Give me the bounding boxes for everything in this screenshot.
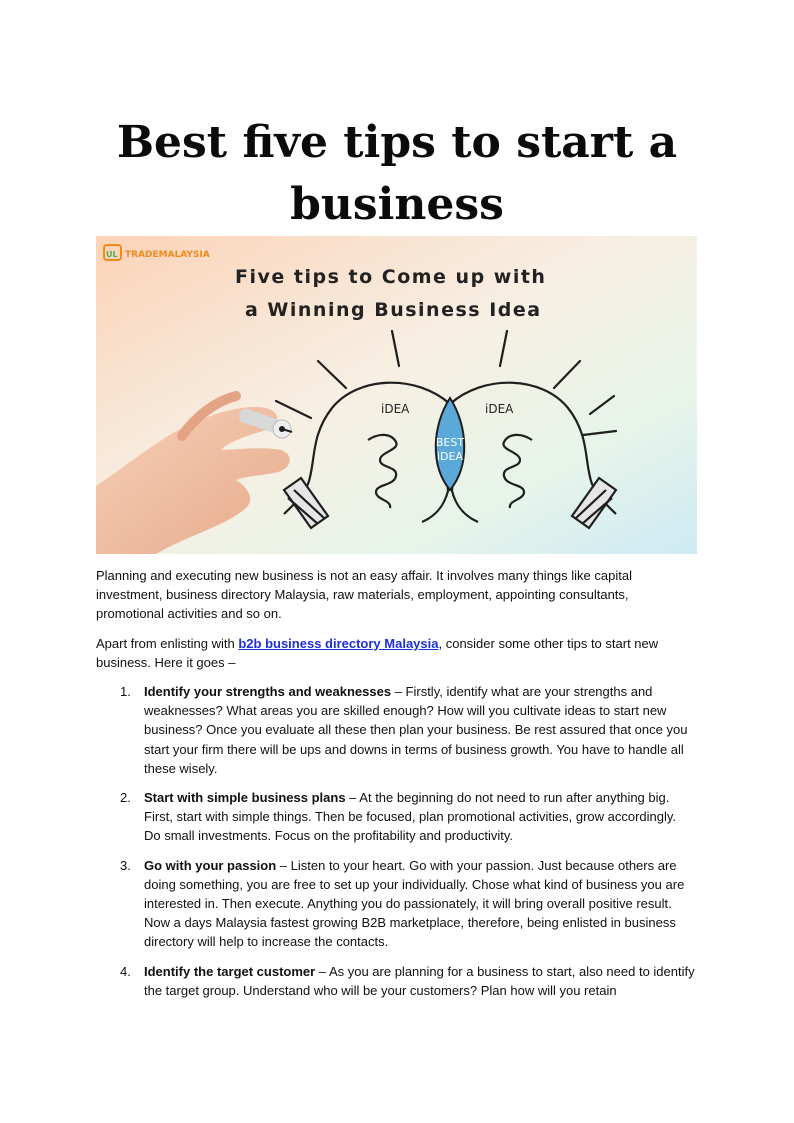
tip-heading: Identify the target customer [144, 963, 316, 979]
logo-badge: UL [106, 250, 118, 259]
left-bulb-label: iDEA [381, 402, 410, 416]
right-bulb-label: iDEA [485, 402, 514, 416]
logo-text: TRADEMALAYSIA [125, 250, 210, 260]
tip-text: – As you are planning for a business to start, also need to identify the target group. Understand who will be your customers? Plan how will you retain [144, 963, 695, 998]
center-label-2: iDEA [436, 450, 464, 463]
tip-heading: Identify your strengths and weaknesses [144, 684, 392, 700]
tip-text: – Listen to your heart. Go with your passion. Just because others are doing something, you are free to set up your individually. Chose what kind of business you are interested in. Then execute. Anything you do passionately, it will bring overall positive result. Now a days Malaysia fastest growing B2B marketplace, therefore, being enlisted in business directory will help to increase the contacts. [144, 857, 685, 950]
list-item [96, 962, 696, 1000]
list-number: 3. [120, 857, 131, 873]
list-number: 2. [120, 790, 131, 806]
b2b-directory-link[interactable]: b2b business directory Malaysia [238, 635, 439, 651]
intro-paragraph-1: Planning and executing new business is not an easy affair. It involves many things like capital investment, business directory Malaysia, raw materials, employment, appointing consultants, promotional activities and so on. [96, 568, 632, 622]
hero-headline-line1: Five tips to Come up with [235, 266, 547, 288]
article-body [96, 566, 696, 1010]
list-item [96, 788, 696, 846]
list-item [96, 856, 696, 952]
list-item [96, 682, 696, 778]
center-label-1: BEST [435, 436, 465, 449]
intro-paragraph-2: Apart from enlisting with b2b business directory Malaysia, consider some other tips to start new business. Here it goes – [96, 635, 659, 670]
hero-headline-line2: a Winning Business Idea [245, 299, 542, 321]
tip-heading: Start with simple business plans [144, 790, 346, 806]
hero-image [96, 236, 697, 554]
tip-text: – At the beginning do not need to run after anything big. First, start with simple things. Then be focused, plan promotional activities, grow accordingly. Do small investments. Focus on the profitability and productivity. [144, 790, 677, 844]
list-number: 1. [120, 684, 131, 700]
page-title: Best five tips to start a business [116, 117, 678, 230]
tips-list [96, 682, 696, 1000]
tip-heading: Go with your passion [144, 857, 277, 873]
list-number: 4. [120, 963, 131, 979]
tip-text: – Firstly, identify what are your strengths and weaknesses? What areas you are skilled enough? How will you cultivate ideas to start new business? Once you evaluate all these then plan your business. Be rest assured that once you start your firm there will be ups and downs in terms of business growth. You have to handle all these wisely. [144, 684, 688, 776]
